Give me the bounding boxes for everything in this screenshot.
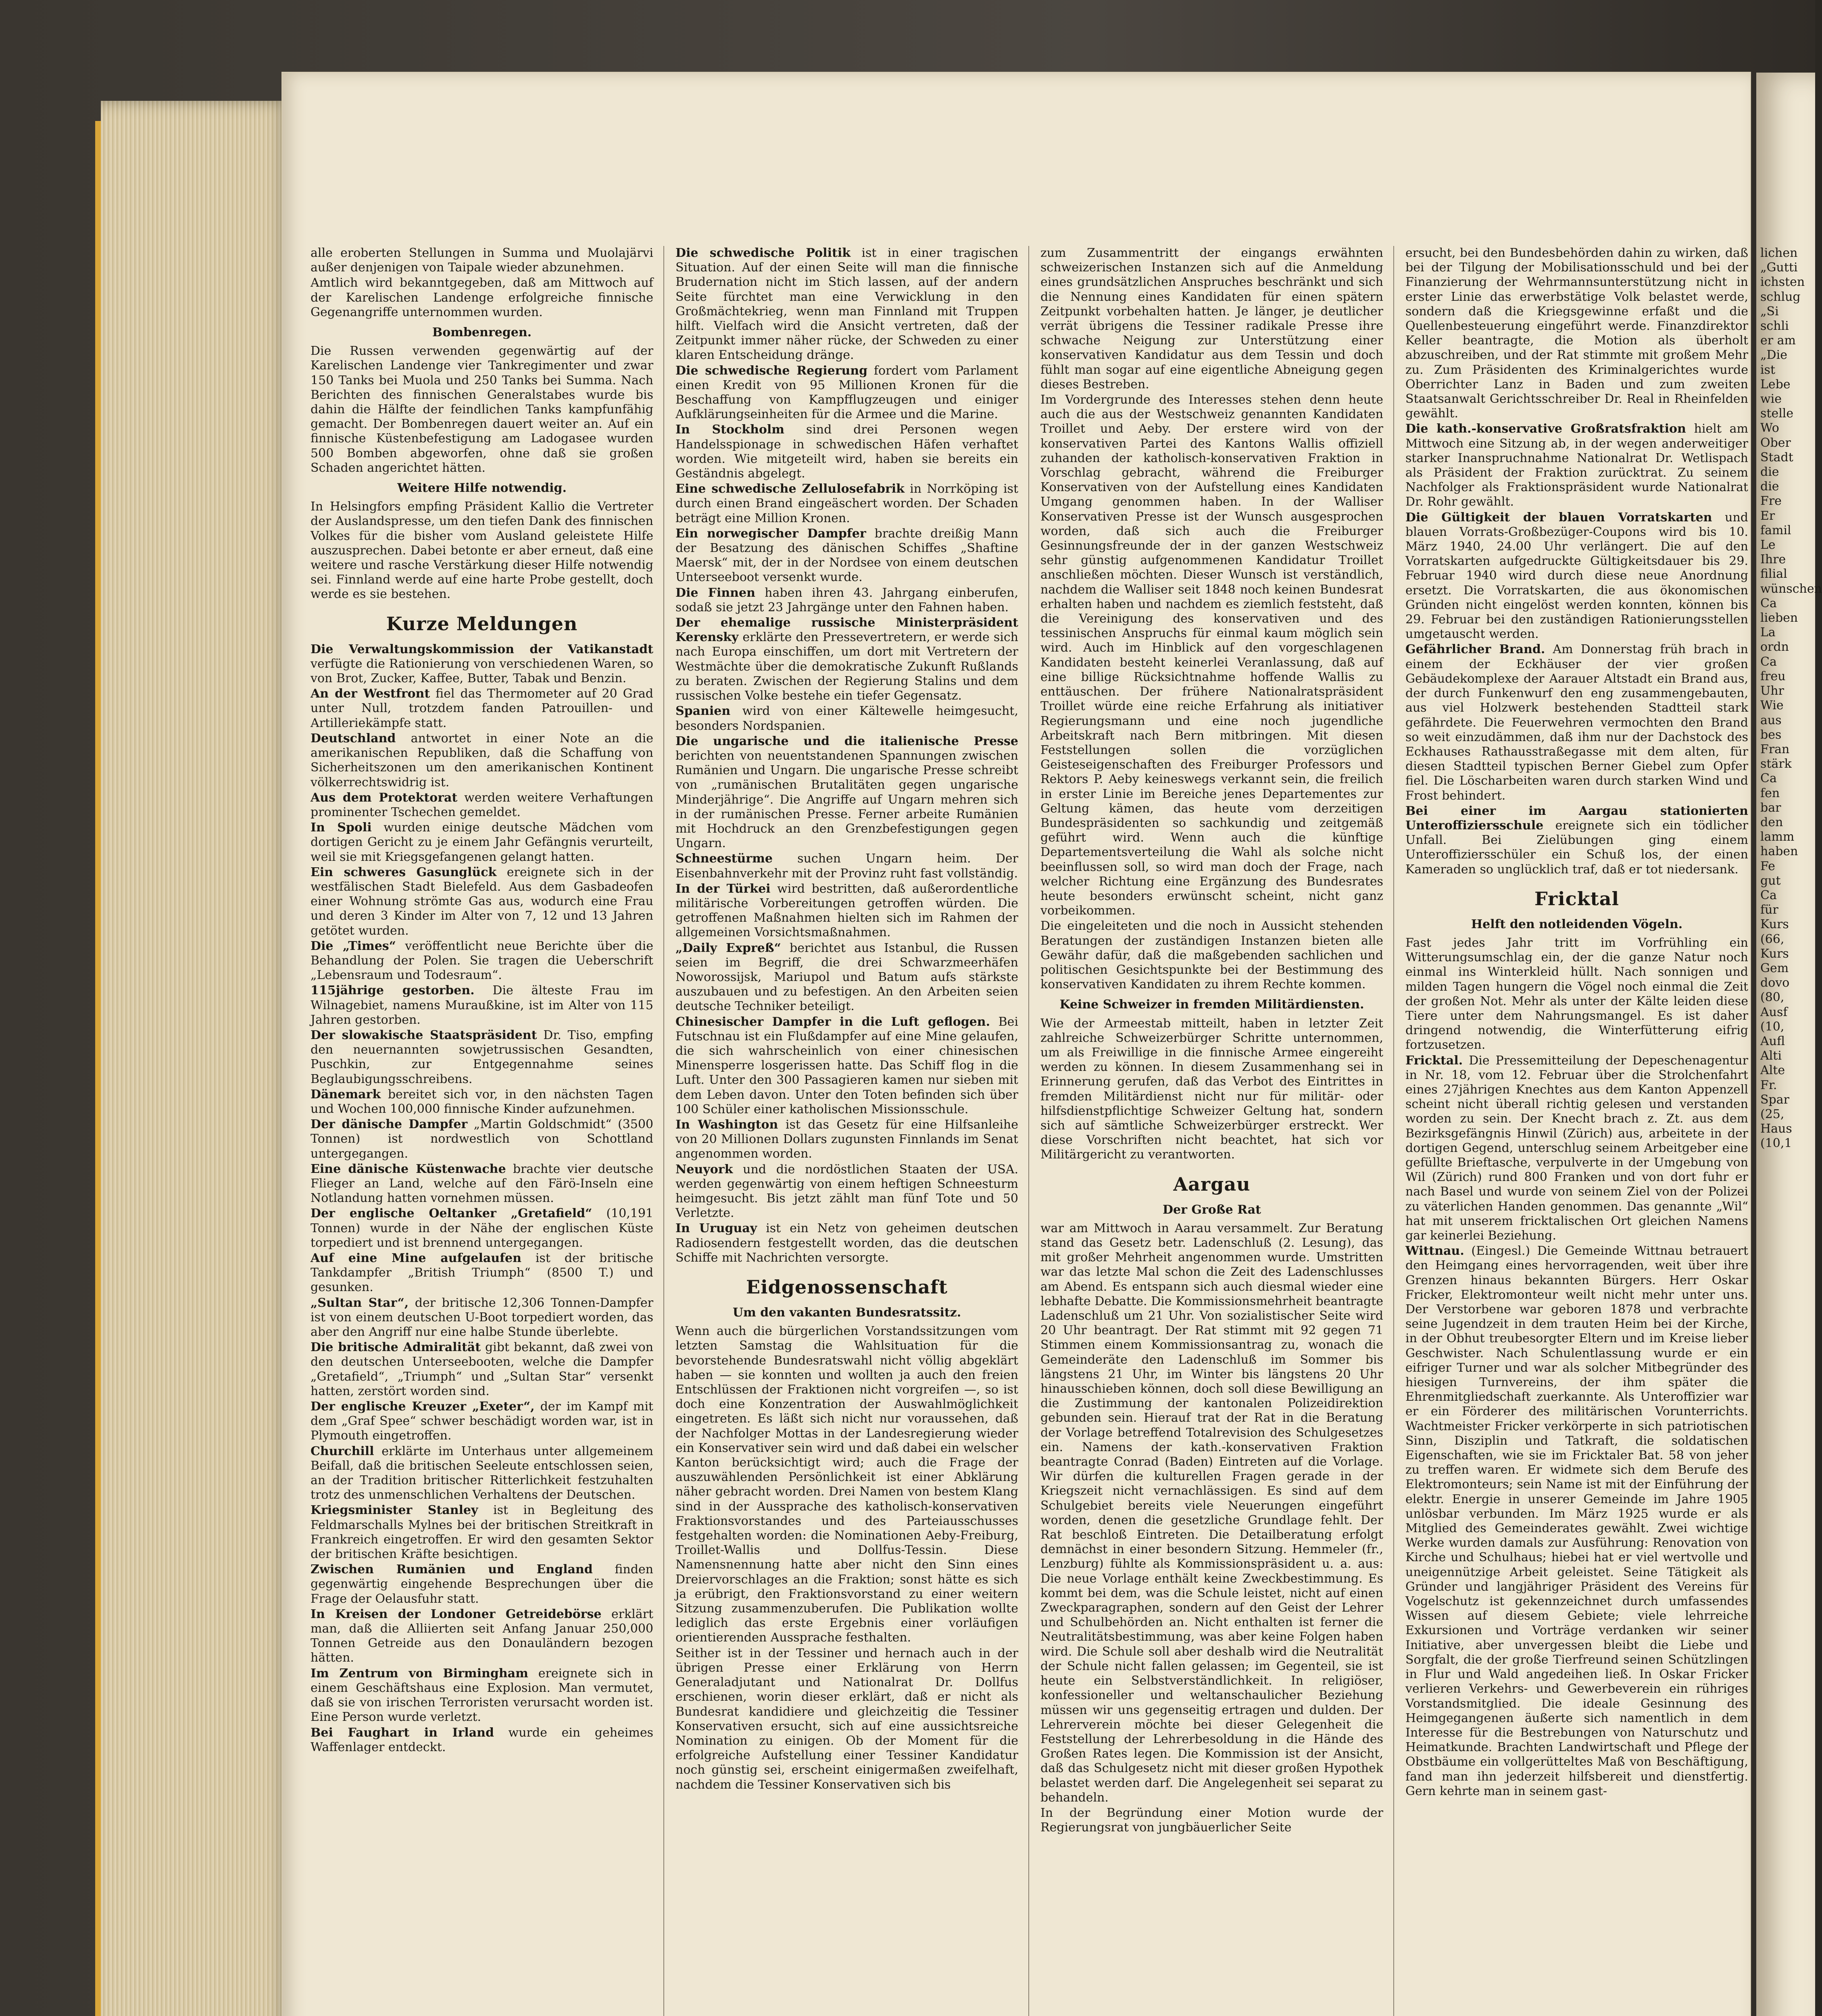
news-item-lead: Ein schweres Gasunglück: [311, 865, 497, 879]
news-item: [311, 1400, 653, 1443]
news-item: [675, 852, 1018, 881]
news-item-text: wird bestritten, daß außerordentliche militärische Vorbereitungen getroffen würden. Die getroffenen Maßnahmen hielten sich im Rahmen der allgemeinen Vorsichtsmaßnahmen.: [675, 881, 1018, 940]
paragraph: Fast jedes Jahr tritt im Vorfrühling ein Witterungsumschlag ein, der die ganze Natur noch einmal ins Winterkleid hüllt. Nach sonnigen und milden Tagen hungern die Vögel noch einmal die Zeit der großen Not. Mehr als unter der Kälte leiden diese Tiere unter dem Nahrungsmangel. Es ist daher dringend notwendig, die Winterfütterung eifrig fortzusetzen.: [1405, 935, 1748, 1052]
adjacent-line: Ihre: [1760, 552, 1786, 567]
news-item: [675, 616, 1018, 703]
newspaper-page: [282, 73, 1750, 2016]
adjacent-line: haben: [1760, 844, 1798, 859]
subheading: Keine Schweizer in fremden Militärdiensten.: [1059, 998, 1364, 1012]
adjacent-line: (25,: [1760, 1107, 1784, 1121]
news-item: [675, 364, 1018, 422]
news-item-text: wurden einige deutsche Mädchen vom dortigen Gericht zu je einem Jahr Gefängnis verurteilt, weil sie mit Kriegsgefangenen gelangt hatten.: [311, 821, 654, 864]
news-item-lead: Schneestürme: [675, 852, 773, 866]
news-item-text: ist ein Netz von geheimen deutschen Radiosendern festgestellt worden, das die deutschen Schiffe mit Nachrichten versorgte.: [675, 1221, 1018, 1265]
news-item-text: ereignete sich ein tödlicher Unfall. Bei Zielübungen ging einem Unteroffiziersschüler ein Schuß los, der einen Kameraden so unglücklich traf, daß er tot niedersank.: [1405, 818, 1748, 877]
news-item-text: brachte vier deutsche Flieger an Land, welche auf den Färö-Inseln eine Notlandung hatten vornehmen müssen.: [311, 1162, 653, 1206]
news-item-text: ist das Gesetz für eine Hilfsanleihe von 20 Millionen Dollars zugunsten Finnlands im Senat angenommen worden.: [675, 1117, 1018, 1161]
column-rule: [1393, 246, 1394, 2016]
news-item-text: erklärte den Pressevertretern, er werde sich nach Europa einschiffen, um dort mit Vertretern der Westmächte über die demokratische Zukunft Rußlands zu beraten. Zwischen der Regierung Stalins und dem russischen Volke bestehe ein tiefer Gegensatz.: [675, 630, 1018, 703]
news-item-lead: „Sultan Star“,: [311, 1295, 409, 1310]
adjacent-line: „Die: [1760, 348, 1787, 362]
adjacent-line: lichen: [1760, 246, 1798, 260]
news-item: [1405, 1244, 1748, 1799]
adjacent-line: (80,: [1760, 990, 1784, 1005]
subheading: Helft den notleidenden Vögeln.: [1471, 917, 1683, 931]
news-item-lead: In Washington: [675, 1117, 778, 1132]
news-item: [675, 482, 1018, 526]
adjacent-line: Ca: [1760, 654, 1777, 669]
news-item-lead: Der englische Kreuzer „Exeter“,: [311, 1400, 535, 1414]
news-item: [311, 1206, 653, 1250]
paragraph: Wenn auch die bürgerlichen Vorstandssitzungen vom letzten Samstag die Wahlsituation für die bevorstehende Bundesratswahl nicht völlig abgeklärt haben — sie konnten und wollten ja auch den freien Entschlüssen der Fraktionen nicht vorgreifen —, so ist doch eine Konzentration der Auswahlmöglichkeit eingetreten. Es läßt sich nicht nur voraussehen, daß der Nachfolger Mottas in der Landesregierung wieder ein Konservativer sein wird und daß dabei ein welscher Kanton berücksichtigt wird; auch die Frage der auszuwählenden Persönlichkeit ist einer Abklärung näher gebracht worden. Drei Namen von bestem Klang sind in der Aussprache des katholisch-konservativen Fraktionsvorstandes und des Parteiausschusses festgehalten worden: die Nominationen Aeby-Freiburg, Troillet-Wallis und Dollfus-Tessin. Diese Namensnennung hatte aber nicht den Sinn eines Dreiervorschlages an die Fraktion; sonst hätte es sich ja erübrigt, den Fraktionsvorstand zu einer weitern Sitzung zusammenzuberufen. Die Publikation wollte lediglich das erste Ergebnis einer vorläufigen orientierenden Aussprache festhalten.: [675, 1324, 1018, 1645]
news-item-text: erklärt man, daß die Alliierten seit Anfang Januar 250,000 Tonnen Getreide aus den Donauländern bezogen hätten.: [311, 1607, 653, 1665]
book-page-edges: [101, 101, 294, 2016]
adjacent-line: ichsten: [1760, 275, 1805, 289]
news-item: [311, 1444, 653, 1503]
section-heading: Fricktal: [1534, 887, 1619, 910]
news-item: [311, 687, 653, 731]
adjacent-line: Fe: [1760, 859, 1775, 873]
news-item-lead: In der Türkei: [675, 881, 771, 896]
adjacent-line: wünschen: [1760, 581, 1822, 596]
news-item-text: brachte dreißig Mann der Besatzung des dänischen Schiffes „Shaftine Maersk“ mit, der in der Nordsee von einem deutschen Unterseeboot versenkt wurde.: [675, 526, 1018, 585]
news-item-lead: Auf eine Mine aufgelaufen: [311, 1251, 521, 1265]
column-3: [1040, 246, 1383, 1836]
news-item-lead: Deutschland: [311, 731, 396, 746]
news-item: [311, 1251, 653, 1295]
adjacent-line: bar: [1760, 800, 1781, 815]
adjacent-line: Fran: [1760, 742, 1790, 756]
adjacent-line: famil: [1760, 523, 1791, 537]
adjacent-line: ist: [1760, 362, 1776, 377]
news-item-lead: Zwischen Rumänien und England: [311, 1562, 593, 1577]
news-item-text: der im Kampf mit dem „Graf Spee“ schwer beschädigt worden war, ist in Plymouth eingetroffen.: [311, 1400, 653, 1443]
news-item-text: Am Donnerstag früh brach in einem der Eckhäuser der vier großen Gebäudekomplexe der Aarauer Altstadt ein Brand aus, der durch Funkenwurf den eng zusammengebauten, aus viel Holzwerk bestehenden Stadtteil stark gefährdete. Die Feuerwehren vermochten den Brand so weit einzudämmen, daß ihm nur der Dachstock des Eckhauses Rathausstraßegasse mit dem alten, für diesen Stadtteil typischen Berner Giebel zum Opfer fiel. Die Löscharbeiten waren durch starken Wind und Frost behindert.: [1405, 642, 1748, 803]
news-item: [675, 1015, 1018, 1117]
adjacent-line: Gem: [1760, 961, 1789, 975]
news-item-lead: Kriegsminister Stanley: [311, 1503, 478, 1518]
news-item-lead: In Stockholm: [675, 423, 785, 437]
news-item-text: erklärte im Unterhaus unter allgemeinem Beifall, daß die britischen Seeleute entschlossen seien, an der Tradition britischer Ritterlichkeit festzuhalten trotz des unmenschlichen Verhaltens der Deutschen.: [311, 1444, 653, 1502]
column-rule: [663, 246, 664, 2016]
adjacent-line: aus: [1760, 713, 1782, 727]
news-item-lead: An der Westfront: [311, 687, 430, 701]
news-item-text: suchen Ungarn heim. Der Eisenbahnverkehr mit der Provinz ruht fast vollständig.: [675, 852, 1018, 881]
news-item-lead: Die ungarische und die italienische Presse: [675, 734, 1018, 748]
adjacent-line: Kurs: [1760, 946, 1789, 961]
adjacent-line: Wo: [1760, 421, 1779, 435]
news-item: [311, 1340, 653, 1399]
news-item: [675, 704, 1018, 733]
adjacent-line: Er: [1760, 508, 1775, 523]
news-item-text: (Eingesl.) Die Gemeinde Wittnau betrauert den Heimgang eines hervorragenden, weit über ihre Grenzen hinaus bekannten Bürgers. Herr Oskar Fricker, Elektromonteur weilt nicht mehr unter uns. Der Verstorbene war geboren 1878 und verbrachte seine Jugendzeit in dem trauten Heim bei der Kirche, in der Obhut treubesorgter Eltern und im Kreise lieber Geschwister. Nach Schulentlassung wurde er ein eifriger Turner und war als solcher Mitbegründer des hiesigen Turnvereins, der ihm später die Ehrenmitgliedschaft zuerkannte. Als Unteroffizier war er ein Förderer des militärischen Vorunterrichts. Wachtmeister Fricker verkörperte in sich patriotischen Sinn, Disziplin und Tatkraft, die soldatischen Eigenschaften, wie sie im Fricktaler Bat. 58 von jeher zu treffen waren. Er widmete sich dem Berufe des Elektromonteurs; sein Name ist mit der Einführung der elektr. Energie in unserer Gemeinde im Jahre 1905 unlösbar verbunden. Im März 1925 wurde er als Mitglied des Gemeinderates gewählt. Zwei wichtige Werke wurden damals zur Ausführung: Renovation von Kirche und Schulhaus; hiebei hat er viel wertvolle und uneigennützige Arbeit geleistet. Seine Tätigkeit als Gründer und langjähriger Präsident des Vereins für Vogelschutz ist gekennzeichnet durch umfassendes Wissen auf diesem Gebiete; viele lehrreiche Exkursionen und Vorträge verdanken wir seiner Initiative, aber unvergessen bleibt die Liebe und Sorgfalt, die der große Tierfreund seinen Schützlingen in Flur und Wald angedeihen ließ. In Oskar Fricker verlieren Verkehrs- und Gewerbeverein ein rühriges Vorstandsmitglied. Die ideale Gesinnung des Heimgegangenen äußerte sich namentlich in dem Interesse für die Bestrebungen von Naturschutz und Heimatkunde. Brachten Landwirtschaft und Pflege der Obstbäume ein vollgerütteltes Maß von Beschäftigung, fand man ihn jederzeit hilfsbereit und dienstfertig. Gern kehrte man in seinem gast-: [1405, 1244, 1748, 1798]
adjacent-line: schlug: [1760, 289, 1801, 304]
news-item-lead: Der slowakische Staatspräsident: [311, 1028, 537, 1042]
adjacent-line: lamm: [1760, 830, 1795, 844]
news-item-text: verfügte die Rationierung von verschiedenen Waren, so von Brot, Zucker, Kaffee, Butter, Tabak und Benzin.: [311, 656, 653, 686]
news-item-lead: Aus dem Protektorat: [311, 790, 458, 805]
section-heading: Aargau: [1173, 1173, 1251, 1195]
news-item: [311, 983, 653, 1027]
adjacent-line: gut: [1760, 873, 1781, 888]
news-item-text: fiel das Thermometer auf 20 Grad unter Null, trotzdem fanden Patrouillen- und Artilleriekämpfe statt.: [311, 687, 653, 730]
news-item-text: ist der britische Tankdampfer „British Triumph“ (8500 T.) und gesunken.: [311, 1251, 653, 1295]
news-item-lead: Die britische Admiralität: [311, 1340, 481, 1355]
news-item-text: der britische 12,306 Tonnen-Dampfer ist von einem deutschen U-Boot torpediert worden, das aber den Angriff nur eine halbe Stunde überlebte.: [311, 1295, 653, 1339]
adjacent-line: La: [1760, 625, 1776, 640]
news-item-lead: Dänemark: [311, 1087, 381, 1102]
news-item-lead: Der ehemalige russische Ministerpräsident Kerensky: [675, 616, 1018, 645]
adjacent-line: stelle: [1760, 406, 1794, 421]
news-item: [675, 1221, 1018, 1265]
paragraph: Seither ist in der Tessiner und hernach auch in der übrigen Presse einer Erklärung von Herrn Generaladjutant und Nationalrat Dr. Dollfus erschienen, worin dieser erklärt, daß er nicht als Bundesrat kandidiere und gleichzeitig die Tessiner Konservativen ersucht, sich auf eine aussichtsreiche Nomination zu einigen. Ob der Moment für die erfolgreiche Aufstellung einer Tessiner Kandidatur noch günstig sei, erscheint einigermaßen zweifelhaft, nachdem die Tessiner Konservativen sich bis: [675, 1646, 1018, 1792]
news-item-text: finden gegenwärtig eingehende Besprechungen über die Frage der Oelausfuhr statt.: [311, 1562, 653, 1606]
news-item-text: gibt bekannt, daß zwei von den deutschen Unterseebooten, welche die Dampfer „Gretafield“, „Triumph“ und „Sultan Star“ versenkt hatten, zerstört worden sind.: [311, 1340, 653, 1398]
paragraph: Im Vordergrunde des Interesses stehen denn heute auch die aus der Westschweiz genannten Kandidaten Troillet und Aeby. Der erstere wird von der konservativen Partei des Kantons Wallis offiziell zuhanden der katholisch-konservativen Fraktion in Vorschlag gebracht, während die Freiburger Konservativen von der Aufstellung eines Kandidaten Umgang genommen haben. In der Walliser Konservativen Presse ist der Wunsch ausgesprochen worden, daß sich auch die Freiburger Gesinnungsfreunde der in der ganzen Westschweiz sehr günstig aufgenommenen Kandidatur Troillet anschließen möchten. Dieser Wunsch ist verständlich, nachdem die Walliser seit 1848 noch keinen Bundesrat erhalten haben und nachdem es ziemlich feststeht, daß die Vereinigung des konservativen und des tessinischen Anspruchs für einmal kaum möglich sein wird. Auch im Hinblick auf den vorgeschlagenen Kandidaten besteht keinerlei Veranlassung, daß auf eine billige Rücksichtnahme hoffende Wallis zu enttäuschen. Der frühere Nationalratspräsident Troillet würde eine reiche Erfahrung als initiativer Regierungsmann und eine noch jugendliche Arbeitskraft nach Bern mitbringen. Mit diesen Feststellungen sollen die vorzüglichen Geisteseigenschaften des Freiburger Professors und Rektors P. Aeby keineswegs verkannt sein, die freilich in erster Linie im Bereiche jenes Departementes zur Geltung kämen, das heute vom derzeitigen Bundespräsidenten so sachkundig und zeitgemäß geführt wird. Wenn auch die künftige Departementsverteilung die Wahl als solche nicht beeinflussen soll, so wird man doch der Frage, nach welcher Richtung eine Ergänzung des Bundesrates heute besonders erwünscht scheint, nicht ganz vorbeikommen.: [1040, 393, 1383, 918]
paragraph: zum Zusammentritt der eingangs erwähnten schweizerischen Instanzen sich auf die Anmeldung eines grundsätzlichen Anspruches beschränkt und sich die Nennung eines Kandidaten für einen spätern Zeitpunkt vorbehalten hatten. Je länger, je deutlicher verrät übrigens die Tessiner radikale Presse ihre schwache Neigung zur Unterstützung einer konservativen Kandidatur aus dem Tessin und doch fühlt man sogar auf eine eigentliche Abneigung gegen dieses Bestreben.: [1040, 246, 1383, 392]
adjacent-line: dovo: [1760, 976, 1790, 990]
news-item: [675, 246, 1018, 363]
news-item-lead: Fricktal.: [1405, 1053, 1463, 1068]
adjacent-line: (10,: [1760, 1019, 1784, 1034]
news-item: [311, 1666, 653, 1725]
column-rule: [1028, 246, 1029, 2016]
paragraph: Wie der Armeestab mitteilt, haben in letzter Zeit zahlreiche Schweizerbürger Schritte unternommen, um als Freiwillige in die finnische Armee eingereiht werden zu können. In diesem Zusammenhang sei in Erinnerung gerufen, daß das Verbot des Eintrittes in fremden Militärdienst nicht nur für militär- oder hilfsdienstpflichtige Schweizer Geltung hat, sondern sich auf sämtliche Schweizerbürger erstreckt. Wer diese Vorschriften nicht beachtet, hat sich vor Militärgericht zu verantworten.: [1040, 1016, 1383, 1162]
adjacent-line: Haus: [1760, 1122, 1792, 1136]
news-item-text: in Norrköping ist durch einen Brand eingeäschert worden. Der Schaden beträgt eine Million Kronen.: [675, 482, 1018, 525]
news-item-text: Dr. Tiso, empfing den neuernannten sowjetrussischen Gesandten, Puschkin, zur Entgegennahme seines Beglaubigungsschreibens.: [311, 1028, 654, 1086]
news-item-lead: Wittnau.: [1405, 1244, 1464, 1258]
adjacent-line: (66,: [1760, 932, 1784, 946]
news-item: [311, 1028, 653, 1087]
news-item-lead: Bei einer im Aargau stationierten Unteroffiziersschule: [1405, 804, 1748, 833]
news-item: [675, 941, 1018, 1014]
adjacent-line: fen: [1760, 786, 1780, 800]
news-item-text: berichtet aus Istanbul, die Russen seien im Begriff, die drei Schwarzmeerhäfen Noworossijsk, Mariupol und Batum aufs stärkste auszubauen und zu befestigen. An den Arbeiten seien deutsche Techniker beteiligt.: [675, 941, 1018, 1014]
news-item-lead: Die Gültigkeit der blauen Vorratskarten: [1405, 510, 1712, 525]
paragraph: Die eingeleiteten und die noch in Aussicht stehenden Beratungen der zuständigen Instanzen bieten alle Gewähr dafür, daß die maßgebenden sachlichen und politischen Gesichtspunkte bei der Bestimmung des konservativen Kandidaten zu ihrem Rechte kommen.: [1040, 919, 1383, 992]
adjacent-line: Stadt: [1760, 450, 1793, 464]
news-item-text: Bei Futschnau ist ein Flußdampfer auf eine Mine gelaufen, die sich wahrscheinlich von einer chinesischen Minensperre losgerissen hatte. Das Schiff flog in die Luft. Unter den 300 Passagieren kamen nur sieben mit dem Leben davon. Unter den Toten befinden sich über 100 Schüler einer katholischen Missionsschule.: [675, 1014, 1018, 1116]
subheading: Um den vakanten Bundesratssitz.: [732, 1306, 961, 1320]
news-item-lead: Die Verwaltungskommission der Vatikanstadt: [311, 642, 653, 656]
news-item: [675, 1118, 1018, 1162]
news-item: [1405, 804, 1748, 877]
news-item: [675, 1162, 1018, 1221]
news-item: [675, 734, 1018, 851]
news-item: [311, 1503, 653, 1562]
news-item-lead: „Daily Expreß“: [675, 941, 781, 955]
news-item-text: veröffentlicht neue Berichte über die Behandlung der Polen. Sie tragen die Ueberschrift „Lebensraum und Todesraum“.: [311, 939, 654, 983]
paragraph: ersucht, bei den Bundesbehörden dahin zu wirken, daß bei der Tilgung der Mobilisationsschuld und bei der Finanzierung der Wehrmannsunterstützung nicht in erster Linie das erwerbstätige Volk belastet werde, sondern daß die Kriegsgewinne erfaßt und die Quellenbesteuerung eingeführt werde. Finanzdirektor Keller beantragte, die Motion als überholt abzuschreiben, und der Rat stimmte mit großem Mehr zu. Zum Präsidenten des Kriminalgerichtes wurde Oberrichter Lanz in Baden und zum zweiten Staatsanwalt Gerichtsschreiber Dr. Real in Rheinfelden gewählt.: [1405, 246, 1748, 421]
section-heading: Kurze Meldungen: [386, 612, 578, 635]
news-item-lead: 115jährige gestorben.: [311, 983, 475, 998]
news-item-text: sind drei Personen wegen Handelsspionage in schwedischen Häfen verhaftet worden. Wie mitgeteilt wird, haben sie bereits ein Geständnis abgelegt.: [675, 423, 1018, 481]
news-item-text: ereignete sich in der westfälischen Stadt Bielefeld. Aus dem Gasbadeofen einer Wohnung strömte Gas aus, wodurch eine Frau und deren 3 Kinder im Alter von 7, 12 und 13 Jahren getötet wurden.: [311, 865, 653, 938]
news-item-lead: Ein norwegischer Dampfer: [675, 526, 866, 541]
column-2: [675, 246, 1018, 1793]
subheading: Bombenregen.: [432, 325, 532, 340]
news-item: [311, 821, 653, 864]
paragraph: Die Russen verwenden gegenwärtig auf der Karelischen Landenge vier Tankregimenter und zwar 150 Tanks bei Muola und 250 Tanks bei Summa. Nach Berichten des finnischen Generalstabes wurde bis dahin die Hälfte der feindlichen Tanks kampfunfähig gemacht. Der Bombenregen dauert weiter an. Auf ein finnische Küstenbefestigung am Ladogasee wurden 500 Bomben abgeworfen, ohne daß sie großen Schaden angerichtet hätten.: [311, 344, 653, 475]
news-item: [1405, 642, 1748, 803]
news-item-lead: Churchill: [311, 1444, 374, 1458]
news-item-text: Die älteste Frau im Wilnagebiet, namens Muraußkine, ist im Alter von 115 Jahren gestorben.: [311, 983, 653, 1027]
news-item-lead: Der dänische Dampfer: [311, 1117, 468, 1132]
news-item-text: ist in Begleitung des Feldmarschalls Mylnes bei der britischen Streitkraft in Frankreich eingetroffen. Er wird den gesamten Sektor der britischen Kräfte besichtigen.: [311, 1503, 653, 1562]
subheading: Weitere Hilfe notwendig.: [397, 481, 567, 496]
news-item: [675, 882, 1018, 940]
adjacent-line: schli: [1760, 319, 1789, 333]
news-item-lead: Die Finnen: [675, 585, 755, 600]
column-1: [311, 246, 653, 1756]
news-item: [311, 1117, 653, 1161]
news-item: [675, 423, 1018, 481]
adjacent-line: filial: [1760, 567, 1787, 581]
news-item-lead: Eine dänische Küstenwache: [311, 1162, 506, 1176]
adjacent-line: für: [1760, 903, 1778, 917]
news-item-lead: Neuyork: [675, 1162, 733, 1177]
news-item: [1405, 422, 1748, 509]
paragraph: war am Mittwoch in Aarau versammelt. Zur Beratung stand das Gesetz betr. Ladenschluß (2. Lesung), das mit großer Mehrheit angenommen wurde. Umstritten war das letzte Mal schon die Zeit des Ladenschlusses am Abend. Es entspann sich auch diesmal wieder eine lebhafte Debatte. Die Kommissionsmehrheit beantragte Ladenschluß um 21 Uhr. Von sozialistischer Seite wird 20 Uhr beantragt. Der Rat stimmt mit 92 gegen 71 Stimmen einem Kommissionsantrag zu, wonach die Gemeinderäte den Ladenschluß im Sommer bis längstens 21 Uhr, im Winter bis längstens 20 Uhr hinausschieben können, doch soll diese Bewilligung an die Zustimmung der kantonalen Polizeidirektion gebunden sein. Hierauf trat der Rat in die Beratung der Vorlage betreffend Totalrevision des Schulgesetzes ein. Namens der kath.-konservativen Fraktion beantragte Conrad (Baden) Eintreten auf die Vorlage. Wir dürfen die kulturellen Fragen gerade in der Kriegszeit nicht vernachlässigen. Es sind auf dem Schulgebiet bereits viele Neuerungen eingeführt worden, denen die gesetzliche Grundlage fehlt. Der Rat beschloß Eintreten. Die Detailberatung erfolgt demnächst in einer besondern Sitzung. Hemmeler (fr., Lenzburg) fühlte als Kommissionspräsident u. a. aus: Die neue Vorlage enthält keine Zweckbestimmung. Es kommt bei dem, was die Schule leistet, nicht auf einen Zweckparagraphen, sondern auf den Geist der Lehrer und Schulbehörden an. Nicht enthalten ist ferner die Neutralitätsbestimmung, was aber keine Folgen haben wird. Die Schule soll aber deshalb wird die Neutralität der Schule nicht fallen gelassen; im Gegenteil, sie ist heute ein Selbstverständlichkeit. In religiöser, konfessioneller und weltanschaulicher Beziehung müssen wir uns gegenseitig ertragen und dulden. Der Lehrerverein möchte bei dieser Gelegenheit die Feststellung der Lehrerbesoldung in die Hände des Großen Rates legen. Die Kommission ist der Ansicht, daß das Schulgesetz nicht mit dieser großen Hypothek belastet werden darf. Die Angelegenheit sei separat zu behandeln.: [1040, 1221, 1383, 1805]
adjacent-line: Uhr: [1760, 684, 1784, 698]
subheading: Der Große Rat: [1162, 1202, 1261, 1217]
adjacent-line: freu: [1760, 669, 1786, 683]
news-item-text: berichten von neuentstandenen Spannungen zwischen Rumänien und Ungarn. Die ungarische Presse schreibt von „rumänischen Brutalitäten gegen ungarische Minderjährige“. Die Angriffe auf Ungarn mehren sich in der rumänischen Presse. Ferner arbeite Rumänien mit Hochdruck an den Grenzbefestigungen gegen Ungarn.: [675, 748, 1018, 851]
adjacent-line: Ober: [1760, 435, 1791, 450]
news-item: [311, 642, 653, 686]
paragraph: alle eroberten Stellungen in Summa und Muolajärvi außer denjenigen von Taipale wieder abzunehmen.: [311, 246, 653, 275]
paragraph: In Helsingfors empfing Präsident Kallio die Vertreter der Auslandspresse, um den tiefen Dank des finnischen Volkes für die bisher vom Ausland geleistete Hilfe auszusprechen. Dabei betonte er aber erneut, daß eine weitere und rasche Verstärkung dieser Hilfe notwendig sei. Finnland werde auf eine harte Probe gestellt, doch werde es sie bestehen.: [311, 500, 653, 602]
adjacent-line: (10,1: [1760, 1136, 1792, 1151]
adjacent-page-edge: [1756, 73, 1822, 2016]
news-item-text: werden weitere Verhaftungen prominenter Tschechen gemeldet.: [311, 790, 653, 819]
adjacent-line: den: [1760, 815, 1783, 829]
news-item: [311, 1607, 653, 1666]
news-item-text: ereignete sich in einem Geschäftshaus eine Explosion. Man vermutet, daß sie von irischen Terroristen verursacht worden ist. Eine Person wurde verletzt.: [311, 1666, 653, 1724]
news-item-text: wurde ein geheimes Waffenlager entdeckt.: [311, 1725, 653, 1754]
adjacent-line: Ca: [1760, 771, 1777, 786]
news-item-lead: In Uruguay: [675, 1221, 757, 1236]
news-item-text: und die nordöstlichen Staaten der USA. werden gegenwärtig von einem heftigen Schneesturm heimgesucht. Bis jetzt zählt man fünf Tote und 50 Verletzte.: [675, 1162, 1018, 1220]
news-item: [675, 527, 1018, 585]
news-item-lead: In Kreisen der Londoner Getreidebörse: [311, 1607, 602, 1621]
news-item-text: bereitet sich vor, in den nächsten Tagen und Wochen 100,000 finnische Kinder aufzunehmen.: [311, 1087, 653, 1116]
adjacent-line: Lebe: [1760, 377, 1791, 392]
adjacent-line: Spar: [1760, 1092, 1789, 1107]
news-item-text: haben ihren 43. Jahrgang einberufen, sodaß sie jetzt 23 Jahrgänge unter den Fahnen haben.: [675, 585, 1018, 614]
adjacent-line: „Si: [1760, 304, 1779, 319]
news-item-text: „Martin Goldschmidt“ (3500 Tonnen) ist nordwestlich von Schottland untergegangen.: [311, 1117, 653, 1161]
news-item-lead: Gefährlicher Brand.: [1405, 642, 1545, 657]
news-item: [311, 1296, 653, 1340]
news-item: [311, 791, 653, 820]
adjacent-line: lieben: [1760, 611, 1798, 625]
adjacent-line: stärk: [1760, 757, 1792, 771]
news-item-lead: Chinesischer Dampfer in die Luft geflogen.: [675, 1014, 990, 1029]
news-item-lead: Der englische Oeltanker „Gretafield“: [311, 1206, 592, 1221]
news-item: [675, 586, 1018, 615]
paragraph: In der Begründung einer Motion wurde der Regierungsrat von jungbäuerlicher Seite: [1040, 1806, 1383, 1835]
paragraph: Amtlich wird bekanntgegeben, daß am Mittwoch auf der Karelischen Landenge erfolgreiche finnische Gegenangriffe unternommen wurden.: [311, 276, 653, 319]
adjacent-line: wie: [1760, 392, 1782, 406]
adjacent-line: Ca: [1760, 888, 1777, 902]
adjacent-line: Fr.: [1760, 1078, 1777, 1092]
adjacent-line: bes: [1760, 727, 1782, 742]
adjacent-line: Alti: [1760, 1049, 1782, 1063]
news-item-text: (10,191 Tonnen) wurde in der Nähe der englischen Küste torpediert und ist brennend untergegangen.: [311, 1206, 653, 1250]
news-item-lead: Im Zentrum von Birmingham: [311, 1666, 528, 1681]
news-item-text: wird von einer Kältewelle heimgesucht, besonders Nordspanien.: [675, 704, 1018, 733]
news-item: [311, 731, 653, 790]
adjacent-line: ordn: [1760, 640, 1789, 654]
adjacent-line: Ausf: [1760, 1005, 1788, 1019]
news-item: [1405, 510, 1748, 642]
news-item-text: Die Pressemitteilung der Depeschenagentur in Nr. 18, vom 12. Februar über die Strolchenfahrt eines 27jährigen Knechtes aus dem Kanton Appenzell scheint nicht überall richtig gelesen und verstanden worden zu sein. Der Knecht brach z. Zt. aus dem Bezirksgefängnis Hinwil (Zürich) aus, arbeitete in der dortigen Gegend, unterschlug seinem Arbeitgeber eine gefüllte Brieftasche, verpulverte in der Umgebung von Wil (Zürich) rund 800 Franken und von dort fuhr er nach Basel und wurde von seinem Ziel von der Polizei zu väterlichen Handen genommen. Das genannte „Wil“ hat mit unserem fricktalischen Ort gleichen Namens gar keinerlei Beziehung.: [1405, 1053, 1748, 1243]
news-item: [1405, 1054, 1748, 1243]
news-item-lead: Die „Times“: [311, 939, 396, 953]
news-item: [311, 1726, 653, 1755]
adjacent-line: Fre: [1760, 494, 1782, 508]
section-heading: Eidgenossenschaft: [746, 1276, 948, 1298]
news-item-text: fordert vom Parlament einen Kredit von 95 Millionen Kronen für die Beschaffung von Kampfflugzeugen und einiger Aufklärungseinheiten für die Armee und die Marine.: [675, 363, 1018, 422]
adjacent-line: die: [1760, 479, 1779, 494]
adjacent-line: Ca: [1760, 596, 1777, 610]
adjacent-page-text: [1760, 246, 1822, 1151]
news-item-lead: Die kath.-konservative Großratsfraktion: [1405, 422, 1686, 436]
news-item: [311, 865, 653, 938]
column-4: [1405, 246, 1748, 1799]
news-item-lead: Spanien: [675, 704, 731, 719]
news-item: [311, 1562, 653, 1606]
adjacent-line: er am: [1760, 333, 1796, 348]
adjacent-line: „Gutti: [1760, 260, 1798, 275]
news-item-text: hielt am Mittwoch eine Sitzung ab, in der wegen anderweitiger starker Inanspruchnahme Nationalrat Dr. Wetlispach als Präsident der Fraktion zurücktrat. Zu seinem Nachfolger als Fraktionspräsident wurde Nationalrat Dr. Rohr gewählt.: [1405, 422, 1748, 509]
news-item-text: antwortet in einer Note an die amerikanischen Republiken, daß die Schaffung von Sicherheitszonen um den amerikanischen Kontinent völkerrechtswidrig ist.: [311, 731, 653, 789]
news-item-lead: Eine schwedische Zellulosefabrik: [675, 482, 905, 496]
news-item: [311, 1087, 653, 1116]
adjacent-line: Alte: [1760, 1063, 1785, 1078]
news-item-text: ist in einer tragischen Situation. Auf der einen Seite will man die finnische Brudernation nicht im Stich lassen, auf der andern Seite fürchtet man eine Verwicklung in den Großmächtekrieg, wenn man Finnland mit Truppen hilft. Vielfach wird die Ansicht vertreten, daß der Zeitpunkt immer näher rücke, der Schweden zu einer klaren Entscheidung dränge.: [675, 246, 1018, 362]
news-item-lead: In Spoli: [311, 821, 372, 835]
news-item-text: und blauen Vorrats-Großbezüger-Coupons wird bis 10. März 1940, 24.00 Uhr verlängert. Die auf den Vorratskarten aufgedruckte Gültigkeitsdauer bis 29. Februar 1940 wird durch diese neue Anordnung ersetzt. Die Vorratskarten, die aus ökonomischen Gründen nicht eingelöst werden konnten, können bis 29. Februar bei den zuständigen Rationierungsstellen umgetauscht werden.: [1405, 510, 1748, 641]
adjacent-line: Wie: [1760, 698, 1784, 713]
news-item-lead: Die schwedische Politik: [675, 246, 851, 260]
adjacent-line: die: [1760, 465, 1779, 479]
adjacent-line: Le: [1760, 538, 1776, 552]
adjacent-line: Kurs: [1760, 917, 1789, 932]
news-item-lead: Die schwedische Regierung: [675, 363, 868, 378]
news-item: [311, 1162, 653, 1206]
adjacent-line: Aufl: [1760, 1034, 1785, 1048]
news-item-lead: Bei Faughart in Irland: [311, 1725, 494, 1740]
news-item: [311, 939, 653, 983]
